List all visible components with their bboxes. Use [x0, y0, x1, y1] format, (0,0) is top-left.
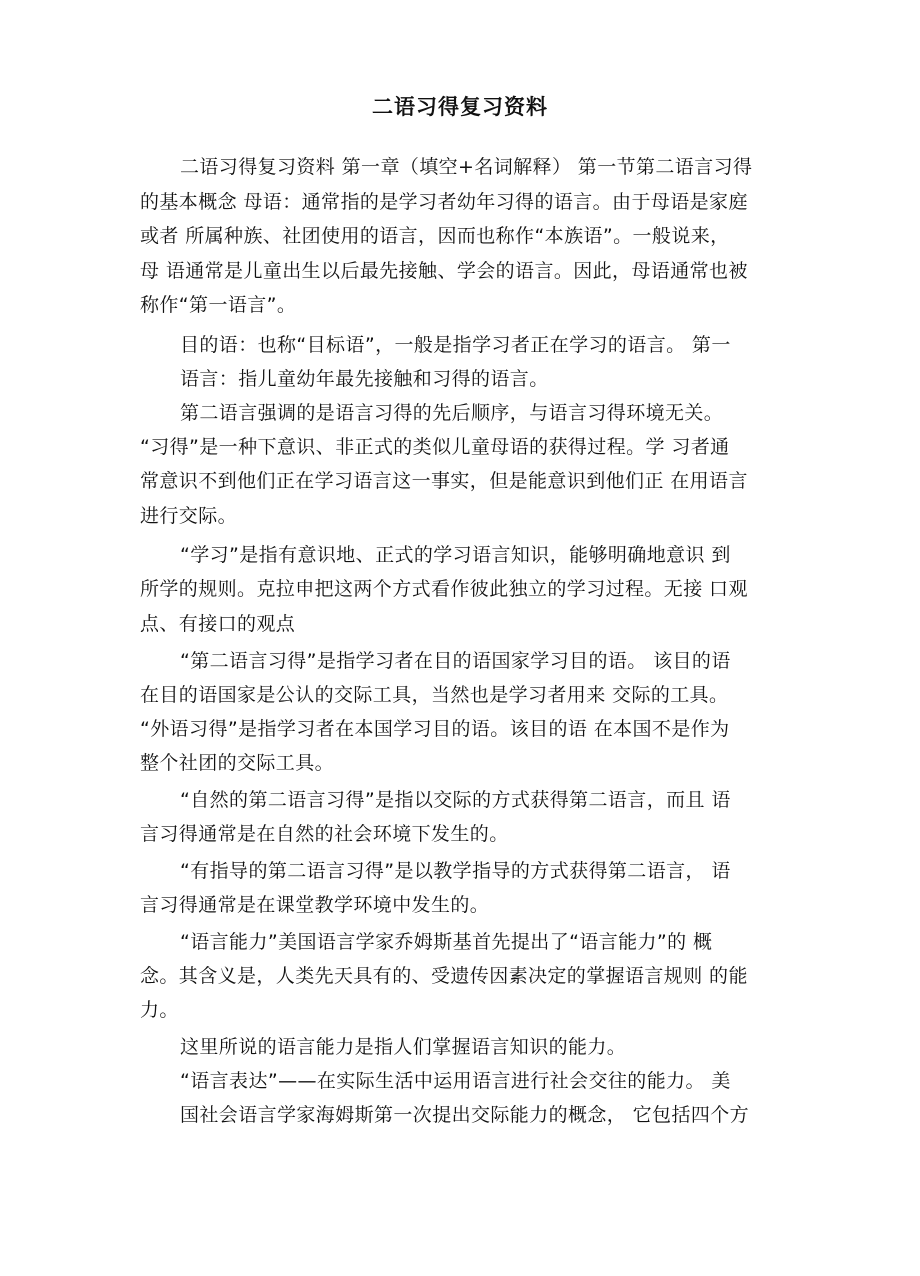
text-line: “语言表达”——在实际生活中运用语言进行社会交往的能力。 美 — [180, 1070, 731, 1092]
text-line: 二语习得复习资料 第一章（填空+名词解释） 第一节第二语言习得 — [180, 156, 753, 178]
document-title: 二语习得复习资料 — [372, 95, 548, 119]
text-line: 称作“第一语言”。 — [140, 294, 297, 316]
text-line: 语言：指儿童幼年最先接触和习得的语言。 — [180, 368, 549, 390]
text-line: “习得”是一种下意识、非正式的类似儿童母语的获得过程。学 习者通 — [140, 436, 730, 458]
text-line: 常意识不到他们正在学习语言这一事实，但是能意识到他们正 在用语言 — [140, 470, 748, 492]
text-line: 点、有接口的观点 — [140, 613, 296, 635]
text-line: 所学的规则。克拉申把这两个方式看作彼此独立的学习过程。无接 口观 — [140, 578, 748, 600]
text-line: 念。其含义是，人类先天具有的、受遗传因素决定的掌握语言规则 的能 — [140, 965, 748, 987]
text-line: 言习得通常是在课堂教学环境中发生的。 — [140, 894, 490, 916]
text-line: 力。 — [140, 999, 179, 1021]
text-line: “第二语言习得”是指学习者在目的语国家学习目的语。 该目的语 — [180, 650, 731, 672]
text-line: “自然的第二语言习得”是指以交际的方式获得第二语言，而且 语 — [180, 789, 731, 811]
text-line: “有指导的第二语言习得”是以教学指导的方式获得第二语言， 语 — [180, 860, 731, 882]
text-line: 这里所说的语言能力是指人们掌握语言知识的能力。 — [180, 1036, 627, 1058]
text-line: 的基本概念 母语：通常指的是学习者幼年习得的语言。由于母语是家庭 — [140, 191, 748, 213]
text-line: “外语习得”是指学习者在本国学习目的语。该目的语 在本国不是作为 — [140, 718, 730, 740]
text-line: “学习”是指有意识地、正式的学习语言知识，能够明确地意识 到 — [180, 544, 731, 566]
text-line: 进行交际。 — [140, 505, 238, 527]
text-line: 在目的语国家是公认的交际工具，当然也是学习者用来 交际的工具。 — [140, 684, 729, 706]
text-line: 或者 所属种族、社团使用的语言，因而也称作“本族语”。一般说来， — [140, 225, 730, 247]
text-line: 母 语通常是儿童出生以后最先接触、学会的语言。因此，母语通常也被 — [140, 260, 748, 282]
text-line: 目的语：也称“目标语”，一般是指学习者正在学习的语言。 第一 — [180, 334, 731, 356]
text-line: “语言能力”美国语言学家乔姆斯基首先提出了“语言能力”的 概 — [180, 931, 713, 953]
text-line: 整个社团的交际工具。 — [140, 752, 335, 774]
text-line: 言习得通常是在自然的社会环境下发生的。 — [140, 823, 509, 845]
text-line: 国社会语言学家海姆斯第一次提出交际能力的概念， 它包括四个方 — [180, 1104, 750, 1126]
text-line: 第二语言强调的是语言习得的先后顺序，与语言习得环境无关。 — [180, 402, 724, 424]
